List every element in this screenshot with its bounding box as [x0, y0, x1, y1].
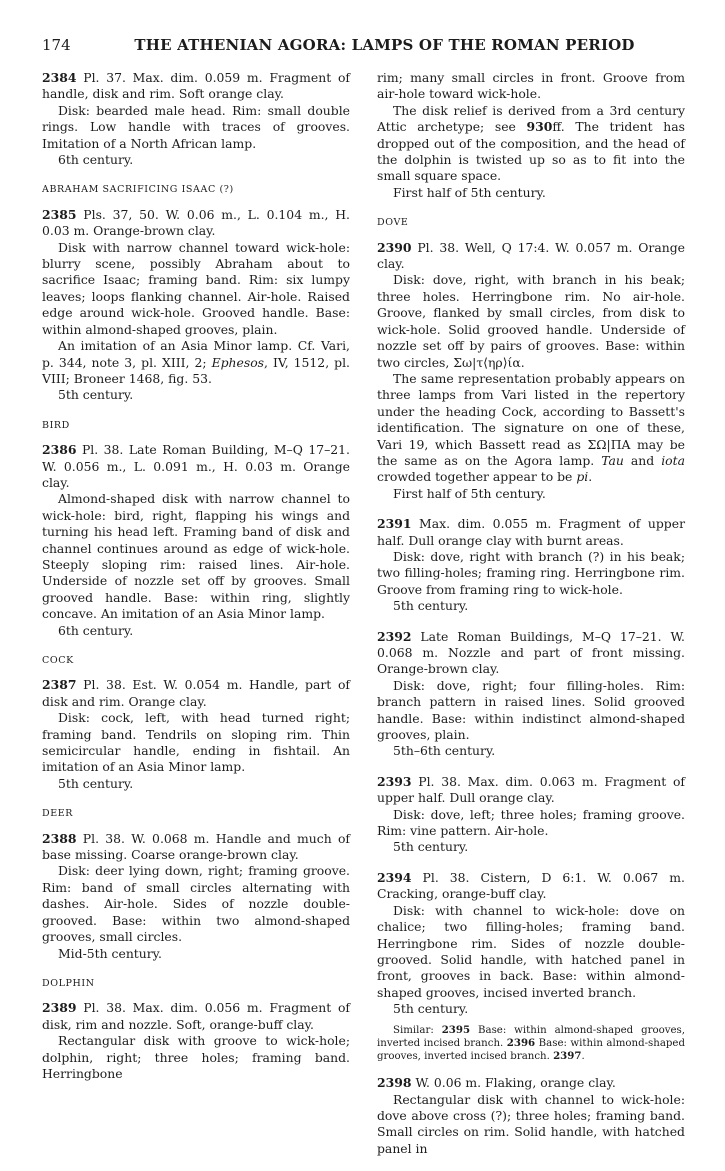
section-heading-bird: BIRD	[42, 419, 70, 431]
entry-reference: Pls. 37, 50. W. 0.06 m., L. 0.104 m., H. 0.03 m. Orange-brown clay.	[42, 206, 350, 239]
entry-date: Mid-5th century.	[58, 945, 162, 961]
catalog-entry-2390	[377, 240, 685, 503]
entry-description: Disk: with channel to wick-hole: dove on chalice; two filling-holes; framing band. Herringbone rim. Sides of nozzle double-grooved. Solid handle, with hatched panel in front, grooves in back. Base: within almond-shaped grooves, incised inverted branch.	[377, 902, 685, 1000]
entry-description-continued: rim; many small circles in front. Groove from air-hole toward wick-hole.	[377, 70, 685, 102]
entry-date: First half of 5th century.	[393, 485, 546, 501]
entry-reference: Pl. 38. Well, Q 17:4. W. 0.057 m. Orange clay.	[377, 239, 685, 272]
catalog-number: 2388	[42, 830, 77, 846]
entry-description: Rectangular disk with groove to wick-hole; dolphin, right; three holes; framing band. Herringbone	[42, 1033, 350, 1081]
note-italic: Ephesos	[211, 354, 265, 370]
page-header	[42, 36, 685, 66]
entry-reference: Pl. 38. Late Roman Building, M–Q 17–21. W. 0.056 m., L. 0.091 m., H. 0.03 m. Orange clay.	[42, 442, 350, 490]
catalog-number: 2387	[42, 677, 77, 693]
entry-date: 6th century.	[58, 622, 134, 638]
text-columns	[42, 70, 685, 1171]
section-heading-deer: DEER	[42, 808, 74, 820]
entry-description: Disk: deer lying down, right; framing groove. Rim: band of small circles alternating with dashes. Air-hole. Sides of nozzle double-grooved. Base: within two almond-shaped grooves, small circles.	[42, 863, 350, 945]
catalog-entry-2386	[42, 442, 350, 639]
entry-note	[42, 338, 350, 387]
note-text: and	[623, 452, 662, 468]
note-text: .	[581, 1050, 585, 1062]
catalog-entry-2389	[42, 1000, 350, 1082]
entry-description: Disk: dove, left; three holes; framing groove. Rim: vine pattern. Air-hole.	[377, 806, 685, 839]
catalog-number: 2394	[377, 869, 412, 885]
entry-date: 5th century.	[393, 1001, 469, 1017]
note-italic: Tau	[601, 452, 624, 468]
entry-date: 5th century.	[393, 839, 469, 855]
left-column	[42, 70, 350, 1171]
note-italic: pi	[576, 469, 589, 485]
entry-reference: Pl. 38. Cistern, D 6:1. W. 0.067 m. Cracking, orange-buff clay.	[377, 869, 685, 902]
catalog-number: 2392	[377, 628, 412, 644]
entry-reference: Pl. 37. Max. dim. 0.059 m. Fragment of handle, disk and rim. Soft orange clay.	[42, 70, 350, 102]
entry-note	[377, 103, 685, 185]
catalog-number: 2391	[377, 516, 412, 532]
entry-reference: Pl. 38. Max. dim. 0.056 m. Fragment of disk, rim and nozzle. Soft, orange-buff clay.	[42, 1000, 350, 1032]
catalog-entry-2392	[377, 629, 685, 760]
entry-reference: W. 0.06 m. Flaking, orange clay.	[411, 1075, 616, 1091]
catalog-entry-2391	[377, 516, 685, 614]
entry-date: 5th century.	[58, 775, 134, 791]
entry-note	[377, 371, 685, 486]
note-text: The disk relief is derived from a 3rd century Attic archetype; see	[377, 102, 685, 135]
entry-reference: Late Roman Buildings, M–Q 17–21. W. 0.068 m. Nozzle and part of front missing. Orange-brown clay.	[377, 628, 685, 677]
note-text: , IV, 1512, pl. VIII; Broneer 1468, fig. 53.	[42, 354, 350, 386]
catalog-number: 2386	[42, 442, 77, 458]
note-text: ff. The trident has dropped out of the composition, and the head of the dolphin is twisted up so as to fit into the small square space.	[377, 119, 685, 184]
note-text: The same representation probably appears on three lamps from Vari listed in the repertory under the heading Cock, according to Bassett's identification. The signature on one of these, Vari 19, which Bassett read as ΣΩ|ΠΑ may be the same as on the Agora lamp.	[377, 370, 685, 468]
entry-description: Disk: dove, right; four filling-holes. Rim: branch pattern in raised lines. Solid grooved handle. Base: within indistinct almond-shaped grooves, plain.	[377, 677, 685, 743]
note-italic: iota	[661, 452, 685, 468]
entry-description: Disk with narrow channel toward wick-hole: blurry scene, possibly Abraham about to sacrifice Isaac; framing band. Rim: six lumpy leaves; loops flanking channel. Air-hole. Raised edge around wick-hole. Grooved handle. Base: within almond-shaped grooves, plain.	[42, 239, 350, 337]
entry-description: Rectangular disk with channel to wick-hole: dove above cross (?); three holes; framing band. Small circles on rim. Solid handle, with hatched panel in	[377, 1091, 685, 1156]
cross-reference-number: 930	[526, 119, 553, 135]
note-text: Similar:	[393, 1024, 442, 1036]
catalog-number: 2390	[377, 239, 412, 255]
entry-date: 6th century.	[58, 152, 134, 168]
catalog-entry-2384	[42, 70, 350, 168]
running-title: THE ATHENIAN AGORA: LAMPS OF THE ROMAN PERIOD	[134, 36, 635, 54]
catalog-entry-2389-continued	[377, 70, 685, 201]
section-heading-cock: COCK	[42, 655, 74, 666]
catalog-entry-2385	[42, 207, 350, 404]
cross-reference-number: 2396	[506, 1036, 536, 1049]
catalog-number: 2385	[42, 206, 77, 222]
note-text: An imitation of an Asia Minor lamp. Cf. Vari, p. 344, note 3, pl. XIII, 2;	[42, 338, 350, 370]
catalog-entry-2394	[377, 870, 685, 1018]
entry-reference: Max. dim. 0.055 m. Fragment of upper half. Dull orange clay with burnt areas.	[377, 516, 685, 548]
entry-description: Disk: bearded male head. Rim: small double rings. Low handle with traces of grooves. Imitation of a North African lamp.	[42, 102, 350, 151]
right-column	[377, 70, 685, 1171]
cross-reference-number: 2395	[441, 1023, 471, 1036]
entry-date: 5th–6th century.	[393, 743, 496, 759]
catalog-entry-2398	[377, 1075, 685, 1157]
section-heading-dolphin: DOLPHIN	[42, 977, 95, 989]
note-text: crowded together appear to be	[377, 469, 577, 485]
catalog-number: 2398	[377, 1075, 412, 1091]
catalog-number: 2389	[42, 1000, 77, 1016]
entry-description: Disk: dove, right, with branch in his beak; three holes. Herringbone rim. No air-hole. Groove, flanked by small circles, from disk to wick-hole. Solid grooved handle. Underside of nozzle set off by pairs of grooves. Base: within two circles, Σω|τ⟨ηρ⟩ία.	[377, 272, 685, 370]
section-heading-abraham: ABRAHAM SACRIFICING ISAAC (?)	[42, 184, 234, 196]
entry-reference: Pl. 38. W. 0.068 m. Handle and much of base missing. Coarse orange-brown clay.	[42, 830, 350, 863]
catalog-number: 2393	[377, 773, 412, 789]
note-text: Base: within almond-shaped grooves, inverted incised branch.	[377, 1037, 685, 1062]
entry-description: Disk: dove, right with branch (?) in his beak; two filling-holes; framing ring. Herringbone rim. Groove from framing ring to wick-hole.	[377, 548, 685, 597]
entry-date: First half of 5th century.	[393, 184, 546, 200]
entry-description: Almond-shaped disk with narrow channel to wick-hole: bird, right, flapping his wings and turning his head left. Framing band of disk and channel continues around as edge of wick-hole. Steeply sloping rim: raised lines. Air-hole. Underside of nozzle set off by grooves. Small grooved handle. Base: within ring, slightly concave. An imitation of an Asia Minor lamp.	[42, 491, 350, 622]
entry-description: Disk: cock, left, with head turned right; framing band. Tendrils on sloping rim. Thin semicircular handle, ending in fishtail. An imitation of an Asia Minor lamp.	[42, 710, 350, 775]
page	[42, 36, 685, 1171]
entry-date: 5th century.	[58, 387, 134, 403]
catalog-entry-2388	[42, 831, 350, 962]
entry-reference: Pl. 38. Max. dim. 0.063 m. Fragment of upper half. Dull orange clay.	[377, 773, 685, 806]
catalog-number: 2384	[42, 70, 77, 85]
similar-note	[377, 1024, 685, 1064]
catalog-entry-2387	[42, 677, 350, 792]
note-text: .	[588, 469, 593, 485]
catalog-entry-2393	[377, 774, 685, 856]
note-text: Base: within almond-shaped grooves, inverted incised branch.	[377, 1024, 685, 1049]
section-heading-dove: DOVE	[377, 217, 409, 229]
entry-date: 5th century.	[393, 598, 469, 614]
cross-reference-number: 2397	[553, 1049, 582, 1062]
entry-reference: Pl. 38. Est. W. 0.054 m. Handle, part of disk and rim. Orange clay.	[42, 677, 350, 709]
page-number: 174	[42, 36, 71, 54]
